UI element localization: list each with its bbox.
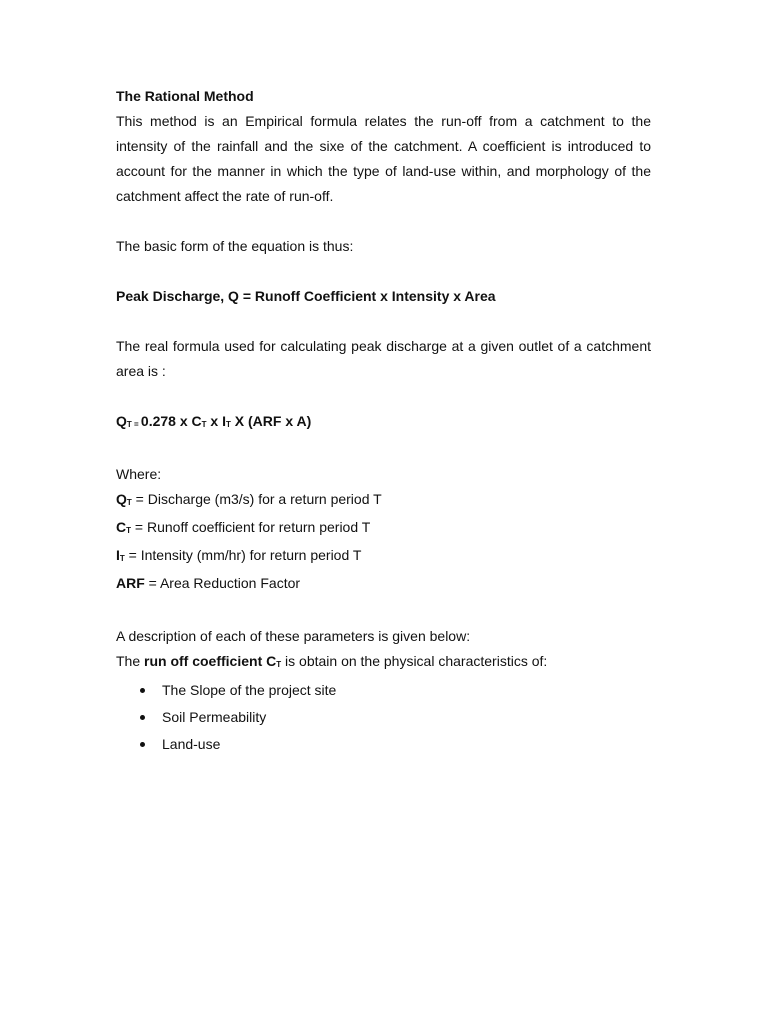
spacer [116,309,651,334]
formula-part-3: X (ARF x A) [230,413,312,429]
formula-part-1: 0.278 x C [140,413,202,429]
list-item-text: Soil Permeability [162,709,267,725]
definition-text: = Discharge (m3/s) for a return period T [131,491,382,507]
sentence-bold-term: run off coefficient C [144,653,277,669]
definition-symbol: I [116,547,120,563]
spacer [116,209,651,234]
definition-subscript: T [126,498,132,507]
definition-intensity [116,543,651,571]
formula-q-symbol: Q [116,413,127,429]
rational-formula [116,409,651,437]
bullet-icon [140,742,145,747]
definition-arf [116,571,651,599]
list-item [116,704,651,731]
peak-discharge-equation: Peak Discharge, Q = Runoff Coefficient x Intensity x Area [116,288,496,304]
document-body [116,84,651,758]
sentence-suffix: is obtain on the physical characteristics of: [281,653,548,669]
formula-i-subscript: T [225,420,231,429]
spacer [116,384,651,409]
page-title: The Rational Method [116,88,254,104]
definition-symbol: C [116,519,127,535]
list-item [116,677,651,704]
list-item-text: The Slope of the project site [162,682,337,698]
spacer [116,599,651,624]
formula-part-2: x I [206,413,226,429]
definition-text: = Area Reduction Factor [144,575,301,591]
sentence-prefix: The [116,653,145,669]
definition-subscript: T [126,526,132,535]
formula-q-subscript: T = [126,420,141,429]
definition-text: = Intensity (mm/hr) for return period T [124,547,362,563]
list-item [116,731,651,758]
real-formula-intro: The real formula used for calculating peak discharge at a given outlet of a catchment area is : [116,338,651,379]
list-item-text: Land-use [162,736,221,752]
sentence-subscript: T [276,660,282,669]
spacer [116,437,651,462]
formula-c-subscript: T [201,420,207,429]
spacer [116,259,651,284]
definition-discharge [116,487,651,515]
definition-symbol: Q [116,491,127,507]
characteristics-list [116,677,651,758]
basic-form-text: The basic form of the equation is thus: [116,238,354,254]
intro-paragraph: This method is an Empirical formula relates the run-off from a catchment to the intensity of the rainfall and the sixe of the catchment. A coefficient is introduced to account for the manner in which the type of land-use within, and morphology of the catchment affect the rate of run-off. [116,113,651,204]
runoff-coefficient-sentence [116,649,651,677]
definition-symbol: ARF [116,575,145,591]
definition-subscript: T [119,554,125,563]
definition-text: = Runoff coefficient for return period T [131,519,371,535]
bullet-icon [140,715,145,720]
where-label: Where: [116,466,162,482]
definition-runoff-coefficient [116,515,651,543]
bullet-icon [140,688,145,693]
parameters-intro: A description of each of these parameters is given below: [116,628,471,644]
